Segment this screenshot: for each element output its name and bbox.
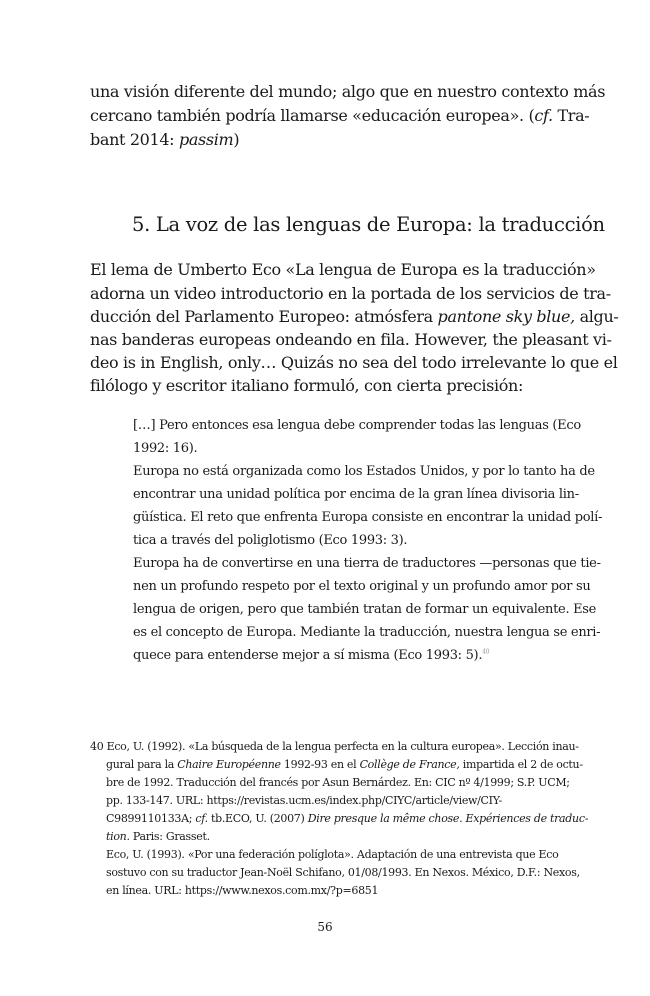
quote-line: Europa ha de convertirse en una tierra de traductores —personas que tie- bbox=[133, 556, 601, 571]
paragraph-line-6: filólogo y escritor italiano formuló, con cierta precisión: bbox=[90, 376, 523, 395]
footnote-reference[interactable]: 40 bbox=[482, 648, 490, 656]
intro-line-2: cercano también podría llamarse «educación europea». (cf. Tra- bbox=[90, 106, 590, 125]
quote-line: encontrar una unidad política por encima de la gran línea divisoria lin- bbox=[133, 487, 579, 502]
paragraph-line-5: deo is in English, only… Quizás no sea del todo irrelevante lo que el bbox=[90, 353, 618, 372]
quote-line: […] Pero entonces esa lengua debe comprender todas las lenguas (Eco bbox=[133, 418, 581, 433]
paragraph-line-1: El lema de Umberto Eco «La lengua de Europa es la traducción» bbox=[90, 260, 596, 279]
footnote-line: tion. Paris: Grasset. bbox=[106, 830, 210, 843]
footnote-line: gural para la Chaire Européenne 1992-93 en el Collège de France, impartida el 2 de octu- bbox=[106, 758, 583, 771]
section-heading: 5. La voz de las lenguas de Europa: la traducción bbox=[132, 213, 605, 236]
paragraph-line-2: adorna un video introductorio en la portada de los servicios de tra- bbox=[90, 284, 611, 303]
footnote-line: 40 Eco, U. (1992). «La búsqueda de la lengua perfecta en la cultura europea». Lección inau- bbox=[90, 740, 579, 753]
quote-line: tica a través del poliglotismo (Eco 1993: 3). bbox=[133, 533, 408, 548]
footnote-line: C9899110133A; cf. tb.ECO, U. (2007) Dire presque la même chose. Expériences de traduc- bbox=[106, 812, 589, 825]
quote-line: lengua de origen, pero que también tratan de formar un equivalente. Ese bbox=[133, 602, 597, 617]
intro-line-1: una visión diferente del mundo; algo que en nuestro contexto más bbox=[90, 82, 606, 101]
intro-line-3: bant 2014: passim) bbox=[90, 130, 240, 149]
page-number: 56 bbox=[317, 920, 333, 934]
quote-line: 1992: 16). bbox=[133, 441, 198, 456]
paragraph-line-4: nas banderas europeas ondeando en fila. However, the pleasant vi- bbox=[90, 330, 612, 349]
quote-line: nen un profundo respeto por el texto original y un profundo amor por su bbox=[133, 579, 591, 594]
footnote-line: en línea. URL: https://www.nexos.com.mx/?p=6851 bbox=[106, 884, 379, 897]
quote-line: güística. El reto que enfrenta Europa consiste en encontrar la unidad polí- bbox=[133, 510, 603, 525]
footnote-line: sostuvo con su traductor Jean-Noël Schifano, 01/08/1993. En Nexos. México, D.F.: Nexos, bbox=[106, 866, 580, 879]
footnote-line: Eco, U. (1993). «Por una federación políglota». Adaptación de una entrevista que Eco bbox=[106, 848, 559, 861]
footnote-line: pp. 133-147. URL: https://revistas.ucm.es/index.php/CIYC/article/view/CIY- bbox=[106, 794, 502, 807]
quote-line: es el concepto de Europa. Mediante la traducción, nuestra lengua se enri- bbox=[133, 625, 601, 640]
quote-line: Europa no está organizada como los Estados Unidos, y por lo tanto ha de bbox=[133, 464, 595, 479]
quote-line: quece para entenderse mejor a sí misma (Eco 1993: 5).$^{40}$ bbox=[133, 648, 490, 663]
paragraph-line-3: ducción del Parlamento Europeo: atmósfera pantone sky blue, algu- bbox=[90, 307, 619, 326]
footnote-line: bre de 1992. Traducción del francés por Asun Bernárdez. En: CIC nº 4/1999; S.P. UCM; bbox=[106, 776, 570, 789]
